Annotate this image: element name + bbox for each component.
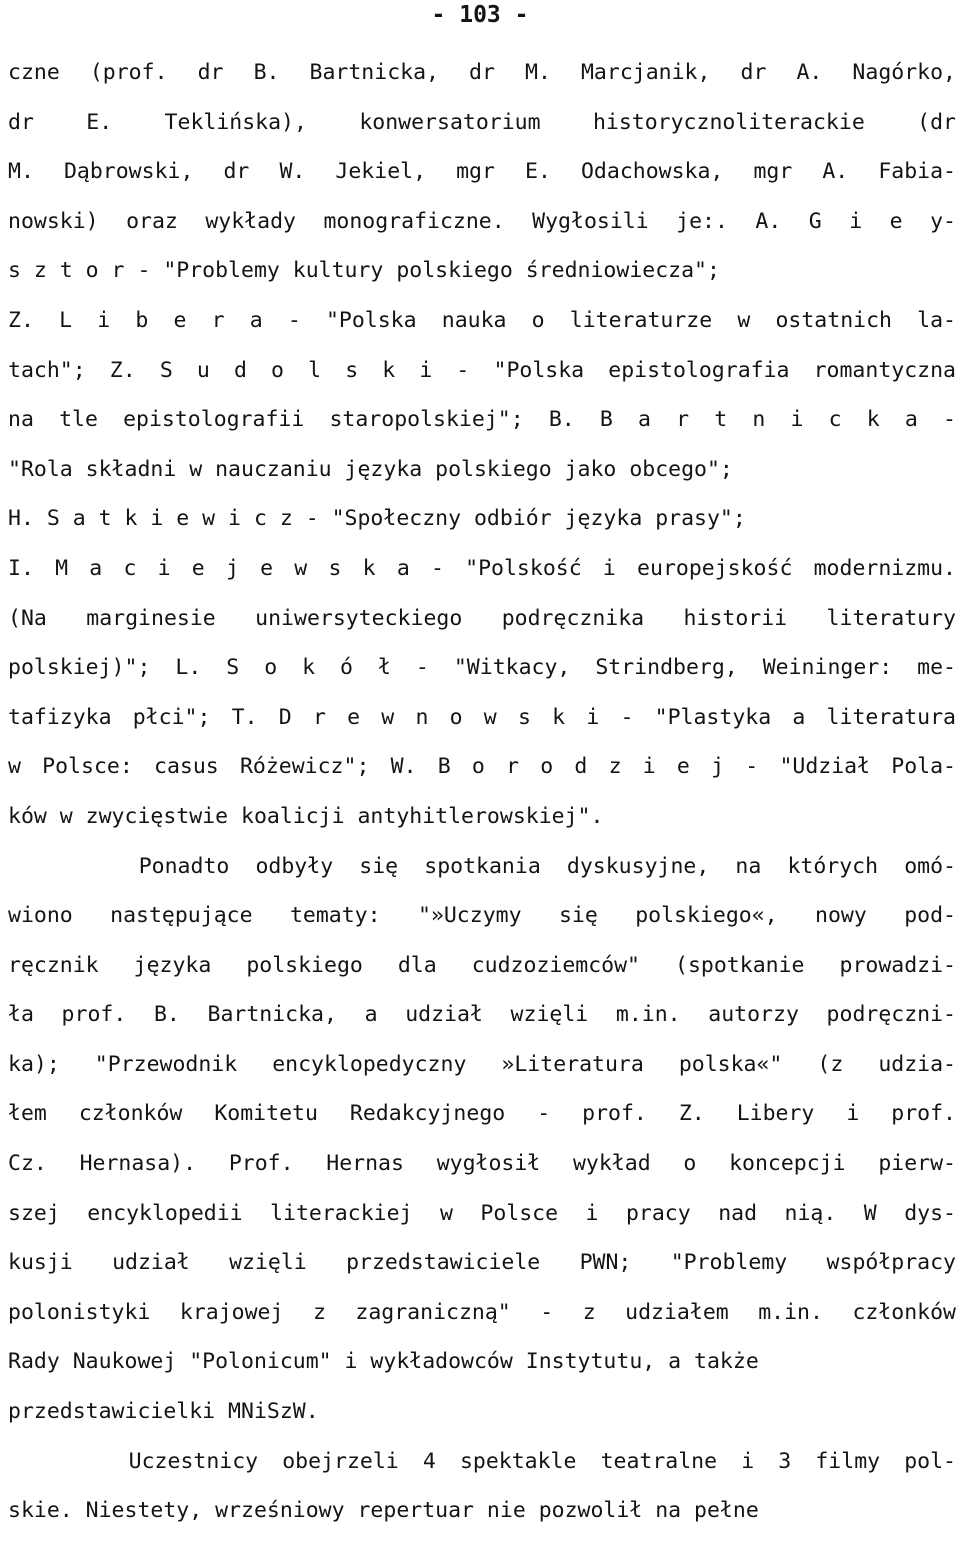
text-line: Cz. Hernasa). Prof. Hernas wygłosił wykład o koncepcji pierw- [8, 1151, 956, 1177]
text-line: dr E. Teklińska), konwersatorium historycznoliterackie (dr [8, 109, 956, 135]
text-line: na tle epistolografii staropolskiej"; B. B a r t n i c k a - [8, 407, 956, 433]
text-line: w Polsce: casus Różewicz"; W. B o r o d z i e j - "Udział Pola- [8, 754, 956, 780]
text-line: polskiej)"; L. S o k ó ł - "Witkacy, Strindberg, Weininger: me- [8, 655, 956, 681]
text-line: skie. Niestety, wrześniowy repertuar nie pozwolił na pełne [8, 1498, 759, 1524]
text-line: s z t o r - "Problemy kultury polskiego średniowiecza"; [8, 258, 720, 284]
text-line: ka); "Przewodnik encyklopedyczny »Literatura polska«" (z udzia- [8, 1051, 956, 1077]
text-line: wiono następujące tematy: "»Uczymy się polskiego«, nowy pod- [8, 903, 956, 929]
text-line: Rady Naukowej "Polonicum" i wykładowców Instytutu, a także [8, 1349, 759, 1375]
text-line: (Na marginesie uniwersyteckiego podręcznika historii literatury [8, 605, 956, 631]
text-line: tafizyka płci"; T. D r e w n o w s k i - "Plastyka a literatura [8, 704, 956, 730]
text-line: czne (prof. dr B. Bartnicka, dr M. Marcjanik, dr A. Nagórko, [8, 60, 956, 85]
text-line: Z. L i b e r a - "Polska nauka o literaturze w ostatnich la- [8, 307, 956, 333]
text-line: ków w zwycięstwie koalicji antyhitlerowskiej". [8, 803, 604, 829]
text-line: nowski) oraz wykłady monograficzne. Wygłosili je:. A. G i e y- [8, 208, 956, 234]
text-line: M. Dąbrowski, dr W. Jekiel, mgr E. Odachowska, mgr A. Fabia- [8, 159, 956, 185]
text-line: tach"; Z. S u d o l s k i - "Polska epistolografia romantyczna [8, 357, 956, 383]
text-line: ła prof. B. Bartnicka, a udział wzięli m.in. autorzy podręczni- [8, 1002, 956, 1028]
text-line: łem członków Komitetu Redakcyjnego - prof. Z. Libery i prof. [8, 1101, 956, 1127]
text-line: I. M a c i e j e w s k a - "Polskość i europejskość modernizmu. [8, 555, 956, 581]
body-text [8, 57, 956, 1545]
text-line: Uczestnicy obejrzeli 4 spektakle teatralne i 3 filmy pol- [8, 1448, 956, 1474]
text-line: polonistyki krajowej z zagraniczną" - z udziałem m.in. członków [8, 1299, 956, 1325]
text-line: ręcznik języka polskiego dla cudzoziemców" (spotkanie prowadzi- [8, 952, 956, 978]
text-line: H. S a t k i e w i c z - "Społeczny odbiór języka prasy"; [8, 506, 746, 532]
text-line: Ponadto odbyły się spotkania dyskusyjne, na których omó- [8, 853, 956, 879]
text-line: szej encyklopedii literackiej w Polsce i pracy nad nią. W dys- [8, 1200, 956, 1226]
text-line: "Rola składni w nauczaniu języka polskiego jako obcego"; [8, 456, 733, 482]
text-line: przedstawicielki MNiSzW. [8, 1399, 319, 1425]
page-number: - 103 - [431, 2, 529, 28]
text-line: kusji udział wzięli przedstawiciele PWN; "Problemy współpracy [8, 1250, 956, 1276]
